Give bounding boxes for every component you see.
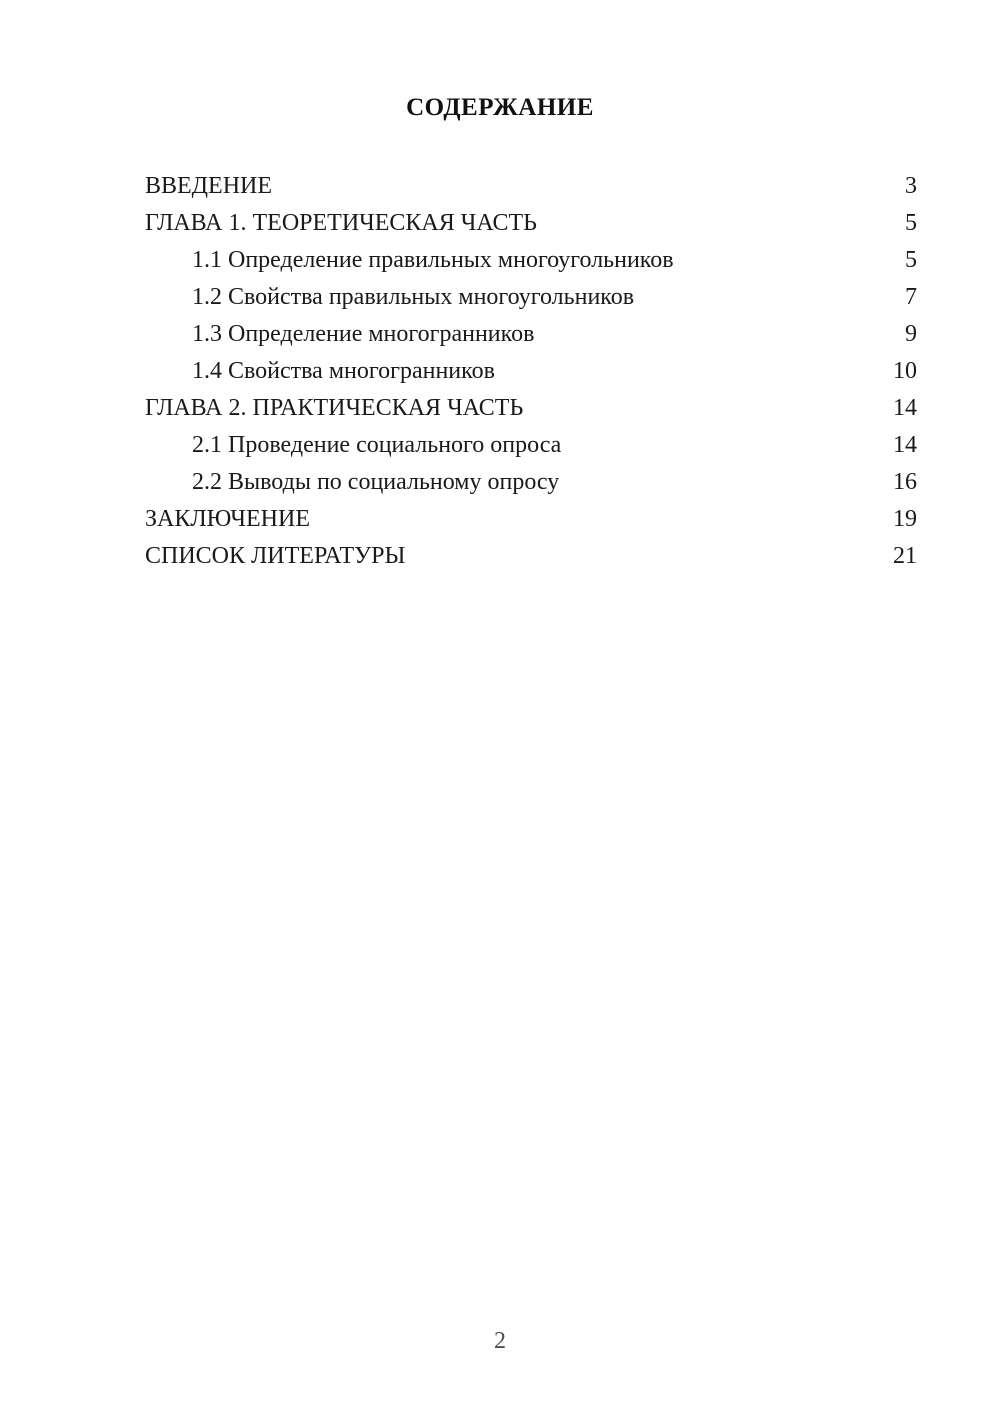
toc-entry-page: 16 (893, 469, 917, 495)
toc-entry-page: 3 (905, 173, 917, 199)
toc-entry-label: 1.3 Определение многогранников (192, 321, 535, 347)
page-number: 2 (494, 1328, 506, 1354)
toc-entry-page: 10 (893, 358, 917, 384)
toc-entry (145, 538, 917, 575)
toc-entry-page: 5 (905, 210, 917, 236)
toc-entry-label: ВВЕДЕНИЕ (145, 173, 273, 199)
toc-entry (145, 205, 917, 242)
toc-entry-label: 1.2 Свойства правильных многоугольников (192, 284, 635, 310)
toc-entry (145, 279, 917, 316)
toc-entry-page: 21 (893, 543, 917, 569)
toc-entry-page: 19 (893, 506, 917, 532)
table-of-contents (145, 168, 917, 575)
toc-entry-label: СПИСОК ЛИТЕРАТУРЫ (145, 543, 406, 569)
toc-entry-label: 1.4 Свойства многогранников (192, 358, 495, 384)
toc-entry (145, 427, 917, 464)
toc-entry (145, 168, 917, 205)
toc-entry (145, 242, 917, 279)
toc-entry-page: 9 (905, 321, 917, 347)
toc-entry (145, 316, 917, 353)
toc-entry (145, 464, 917, 501)
toc-entry-page: 7 (905, 284, 917, 310)
toc-entry (145, 353, 917, 390)
toc-entry-label: 2.2 Выводы по социальному опросу (192, 469, 560, 495)
page-title: СОДЕРЖАНИЕ (406, 94, 594, 121)
toc-entry-label: ЗАКЛЮЧЕНИЕ (145, 506, 310, 532)
toc-entry-label: 1.1 Определение правильных многоугольников (192, 247, 674, 273)
toc-entry-page: 14 (893, 432, 917, 458)
toc-entry-label: 2.1 Проведение социального опроса (192, 432, 562, 458)
toc-entry-label: ГЛАВА 2. ПРАКТИЧЕСКАЯ ЧАСТЬ (145, 395, 524, 421)
toc-entry (145, 390, 917, 427)
toc-entry-page: 14 (893, 395, 917, 421)
toc-entry-page: 5 (905, 247, 917, 273)
toc-entry (145, 501, 917, 538)
toc-entry-label: ГЛАВА 1. ТЕОРЕТИЧЕСКАЯ ЧАСТЬ (145, 210, 537, 236)
